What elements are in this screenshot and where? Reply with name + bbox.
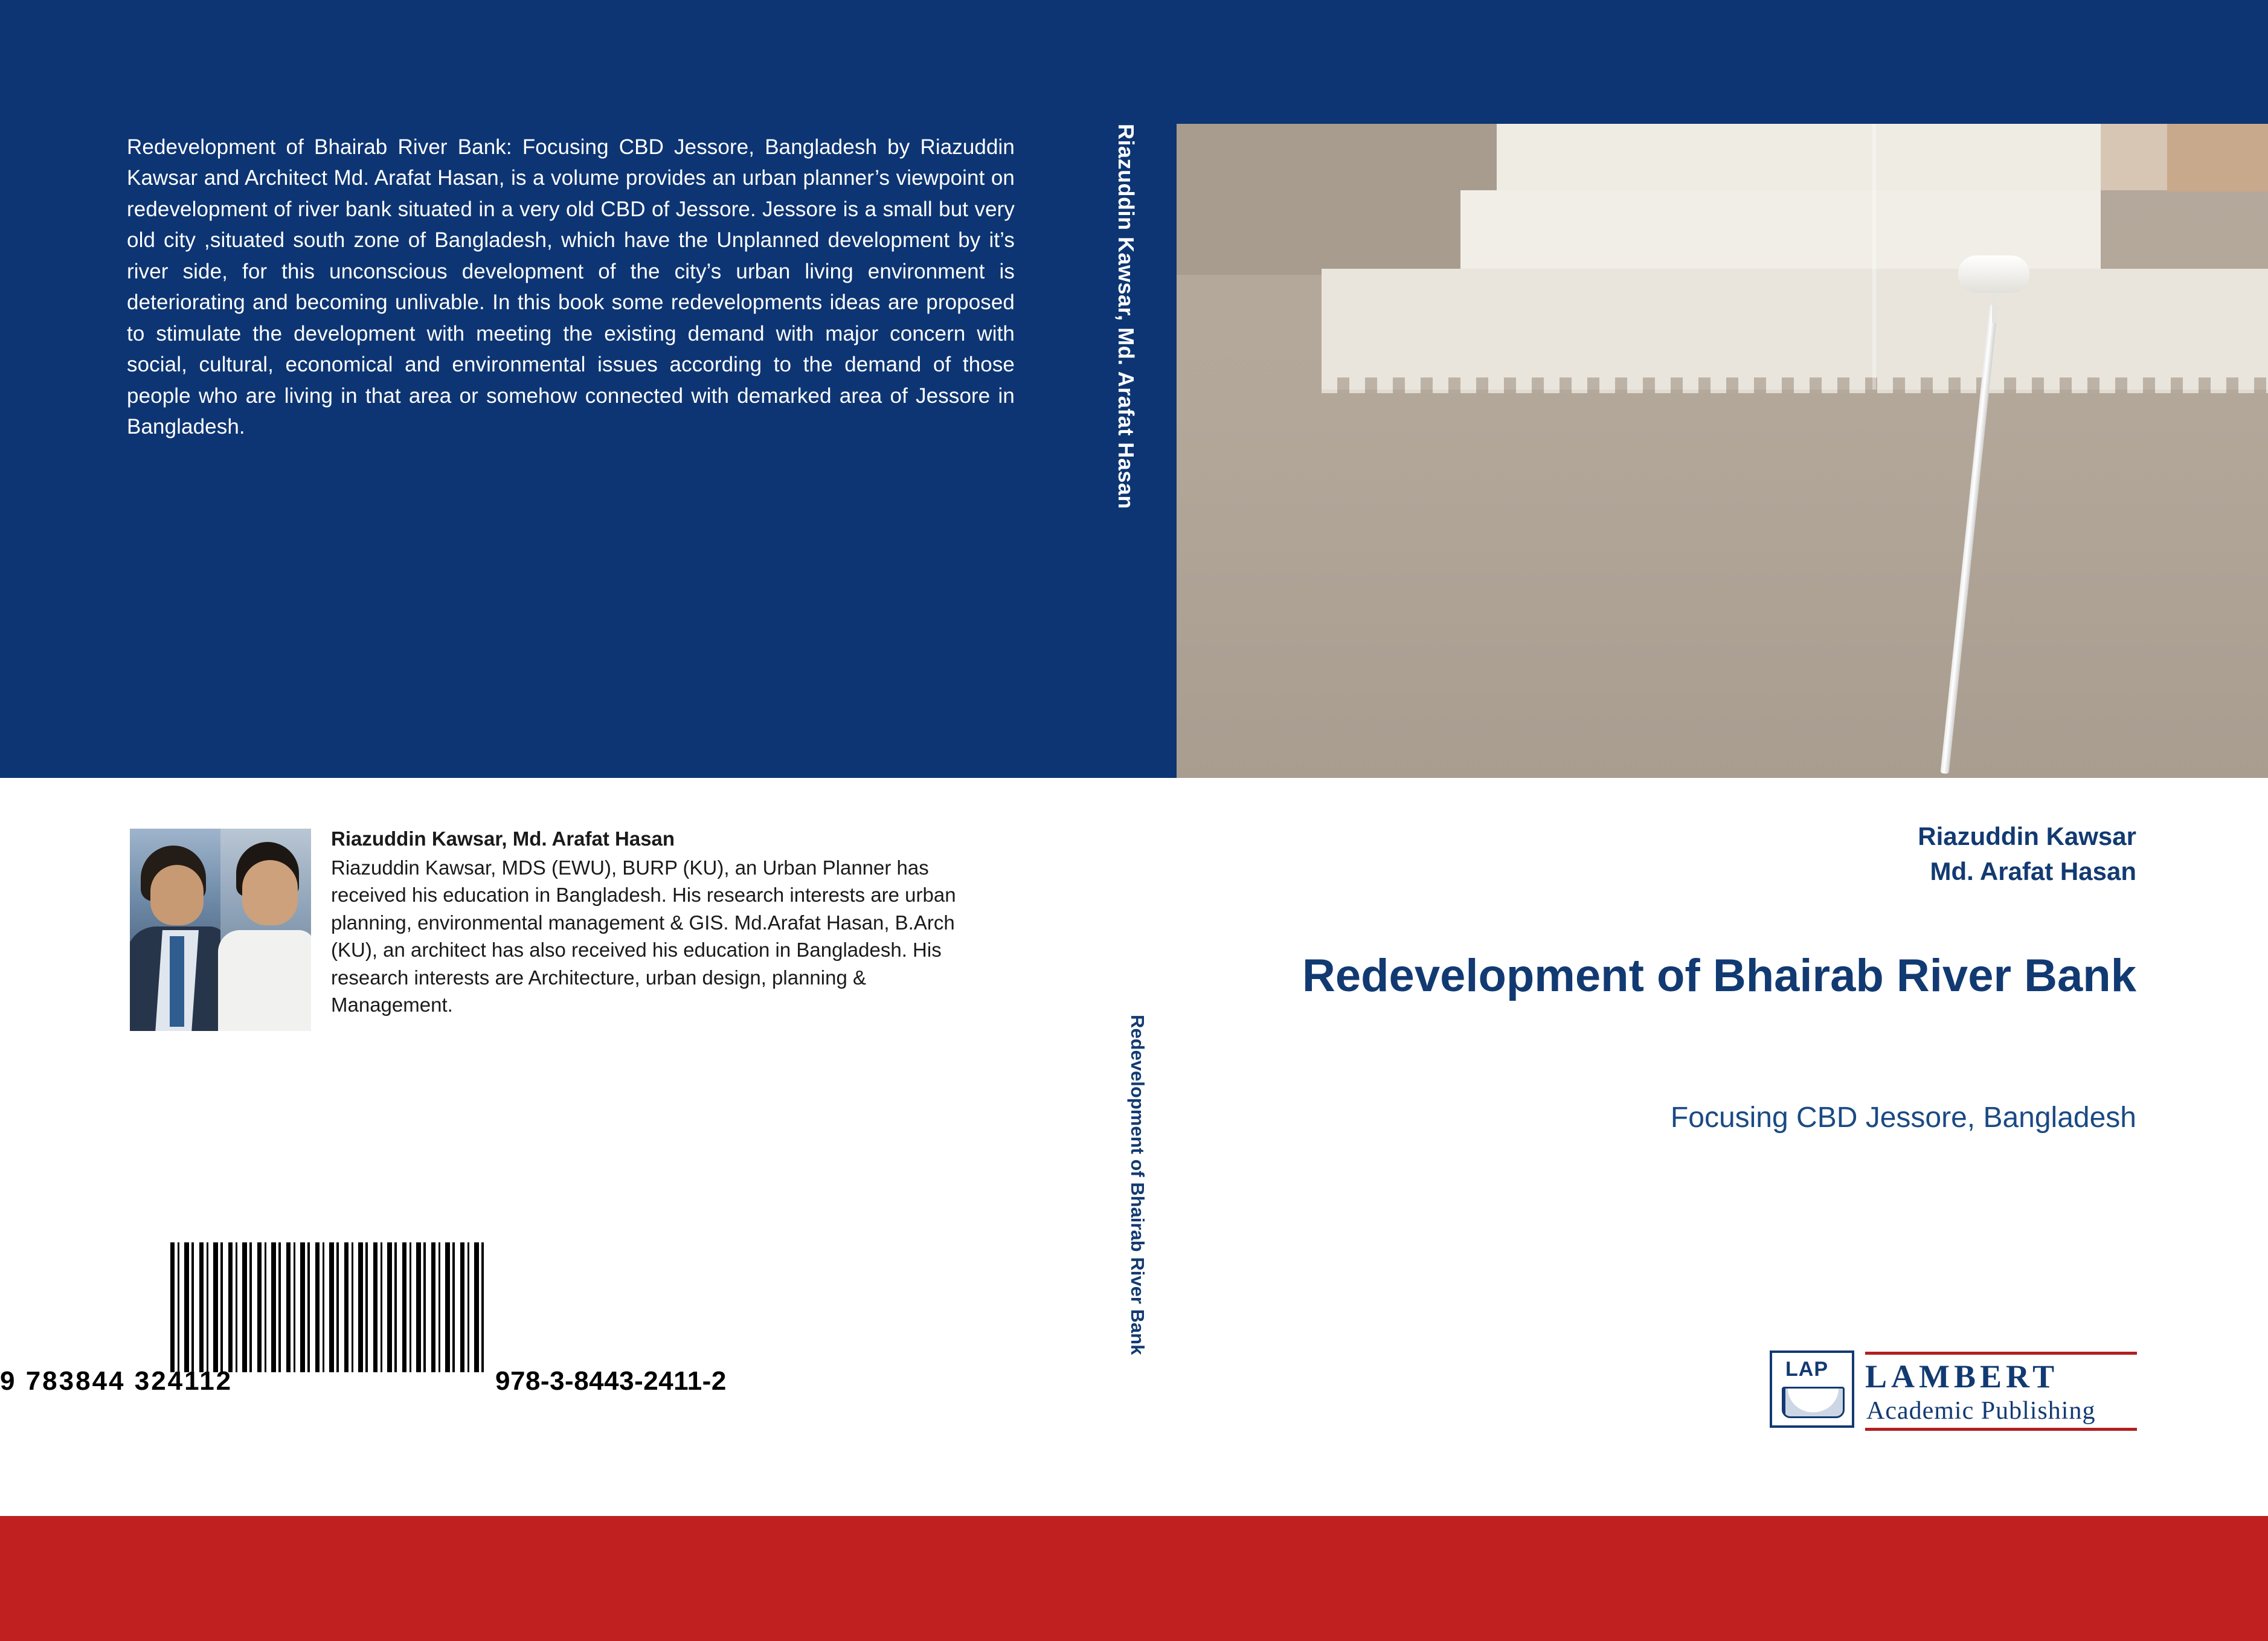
- author-bio-text: Riazuddin Kawsar, MDS (EWU), BURP (KU), an Urban Planner has received his education in Bangladesh. His research interests are urban planning, environmental management & GIS. Md.Arafat Hasan, B.Arch (KU), an architect has also received his education in Bangladesh. His research interests are Architecture, urban design, planning & Management.: [331, 856, 956, 1016]
- paint-roller-icon: [1958, 255, 2029, 293]
- lap-emblem-icon: [1770, 1350, 1854, 1428]
- spine-authors: Riazuddin Kawsar, Md. Arafat Hasan: [1114, 124, 1139, 509]
- publisher-name: LAMBERT: [1865, 1358, 2059, 1395]
- photo-paint-edge: [1322, 377, 2268, 393]
- logo-rule-top: [1865, 1352, 2137, 1355]
- front-cover-subtitle: Focusing CBD Jessore, Bangladesh: [1670, 1102, 2136, 1134]
- front-cover-authors: [1918, 819, 2136, 889]
- portrait-left-tie: [170, 936, 184, 1027]
- isbn-text: 978-3-8443-2411-2: [495, 1366, 727, 1396]
- photo-patch-left: [1177, 124, 1497, 275]
- logo-rule-bottom: [1865, 1428, 2137, 1431]
- portrait-right-face: [242, 860, 298, 925]
- author-bio-name: Riazuddin Kawsar, Md. Arafat Hasan: [331, 827, 675, 850]
- author-portrait: [130, 829, 311, 1031]
- photo-patch-right-warm: [2167, 124, 2268, 191]
- publisher-logo: [1770, 1348, 2138, 1439]
- front-author-2: Md. Arafat Hasan: [1930, 856, 2136, 885]
- portrait-right-body: [218, 930, 311, 1031]
- barcode-digits: 9 783844 324112: [0, 1366, 233, 1396]
- photo-seam: [1872, 124, 1876, 390]
- bottom-red-band: [0, 1516, 2268, 1641]
- front-author-1: Riazuddin Kawsar: [1918, 822, 2136, 850]
- publisher-tagline: Academic Publishing: [1866, 1397, 2096, 1425]
- front-cover-title: Redevelopment of Bhairab River Bank: [1302, 950, 2136, 1001]
- barcode-bars: [170, 1242, 484, 1372]
- front-cover-photo: [1177, 124, 2268, 778]
- back-cover-blurb: Redevelopment of Bhairab River Bank: Focusing CBD Jessore, Bangladesh by Riazuddin Kawsar and Architect Md. Arafat Hasan, is a volume provides an urban planner’s viewpoint on redevelopment of river bank situated in a very old CBD of Jessore. Jessore is a small but very old city ,situated south zone of Bangladesh, which have the Unplanned development by it’s river side, for this unconscious development of the city’s urban living environment is deteriorating and becoming unlivable. In this book some redevelopments ideas are proposed to stimulate the development with meeting the existing demand with major concern with social, cultural, economical and environmental issues according to the demand of those people who are living in that area or somehow connected with demarked area of Jessore in Bangladesh.: [127, 135, 1015, 438]
- photo-band-white: [1322, 269, 2268, 390]
- open-book-icon: [1782, 1387, 1845, 1418]
- lap-emblem-text: LAP: [1785, 1358, 1828, 1381]
- spine-title: Redevelopment of Bhairab River Bank: [1127, 1015, 1148, 1355]
- author-bio: [331, 825, 977, 1019]
- portrait-left-face: [150, 865, 204, 925]
